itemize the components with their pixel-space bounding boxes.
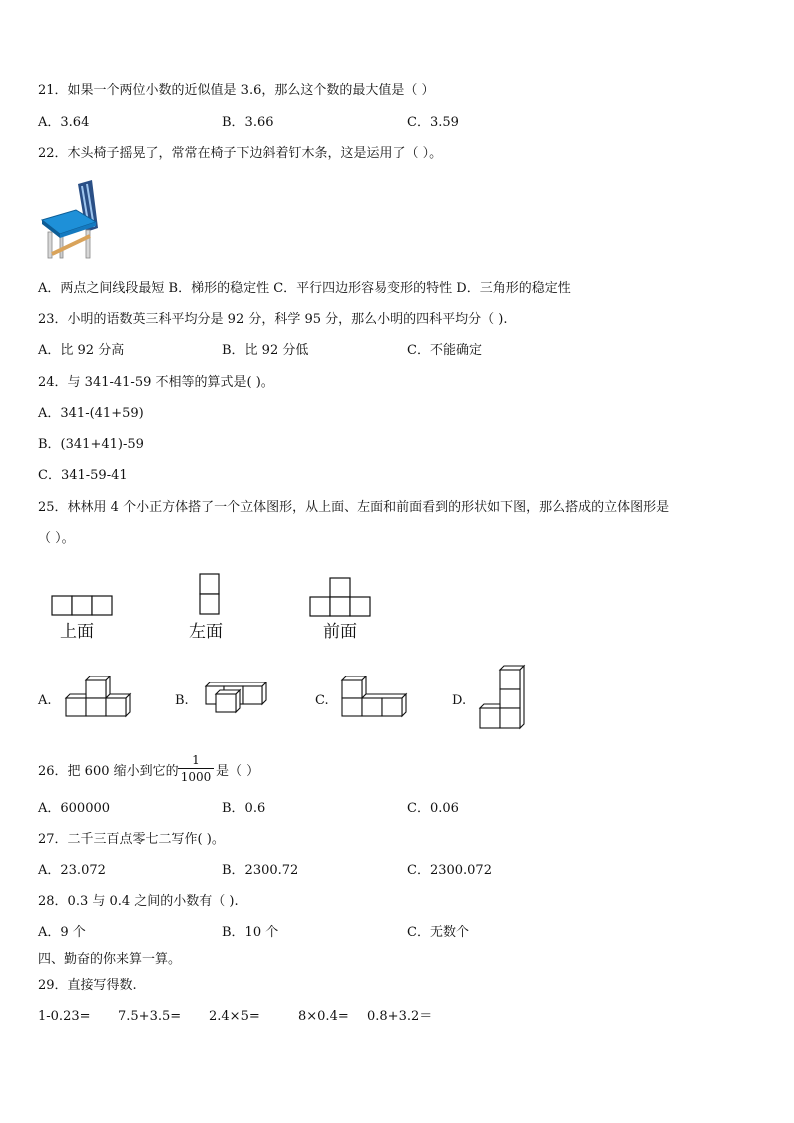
q29-item[interactable]: 2.4×5= [209, 1009, 260, 1024]
q21-option-c[interactable]: C．3.59 [407, 115, 459, 130]
q29-item[interactable]: 1-0.23= [38, 1009, 91, 1024]
q27-option-c[interactable]: C．2300.072 [407, 863, 492, 878]
section-4-heading: 四、勤奋的你来算一算。 [38, 952, 182, 967]
q23-option-a[interactable]: A．比 92 分高 [38, 343, 125, 358]
q25-option-d-solid[interactable] [478, 664, 528, 732]
q25-option-a-solid[interactable] [64, 676, 136, 722]
q21-stem: 21．如果一个两位小数的近似值是 3.6，那么这个数的最大值是（ ） [38, 83, 435, 98]
view-label-front: 前面 [323, 622, 357, 642]
q21-option-a[interactable]: A．3.64 [38, 115, 90, 130]
q24-option-c[interactable]: C．341-59-41 [38, 468, 128, 483]
view-label-left: 左面 [189, 622, 223, 642]
top-view [52, 596, 112, 615]
q29-item[interactable]: 0.8+3.2＝ [367, 1009, 433, 1024]
q23-stem: 23．小明的语数英三科平均分是 92 分，科学 95 分，那么小明的四科平均分（ ). [38, 312, 508, 327]
q24-option-b[interactable]: B．(341+41)-59 [38, 437, 144, 452]
q29-item[interactable]: 8×0.4= [298, 1009, 349, 1024]
chair-image [40, 180, 104, 264]
q28-stem: 28．0.3 与 0.4 之间的小数有（ ). [38, 894, 239, 909]
q25-stem-cont: （ ）。 [38, 531, 75, 546]
q25-option-d-label[interactable]: D. [452, 693, 467, 708]
q25-stem: 25．林林用 4 个小正方体搭了一个立体图形，从上面、左面和前面看到的形状如下图，那么搭成的立体图形是 [38, 500, 670, 515]
q26-option-c[interactable]: C．0.06 [407, 801, 459, 816]
chair-leg [86, 230, 90, 258]
q29-item[interactable]: 7.5+3.5= [118, 1009, 182, 1024]
q22-options[interactable]: A．两点之间线段最短 B．梯形的稳定性 C．平行四边形容易变形的特性 D．三角形的稳定性 [38, 281, 571, 296]
left-view [200, 574, 219, 614]
diagonal-brace [52, 236, 90, 254]
q28-option-b[interactable]: B．10 个 [222, 925, 279, 940]
q26-stem-pre: 26．把 600 缩小到它的 [38, 764, 179, 779]
q27-stem: 27．二千三百点零七二写作( )。 [38, 832, 225, 847]
fraction-numerator: 1 [192, 753, 200, 767]
q24-option-a[interactable]: A．341-(41+59) [38, 406, 144, 421]
q28-option-a[interactable]: A．9 个 [38, 925, 86, 940]
q23-option-b[interactable]: B．比 92 分低 [222, 343, 309, 358]
q27-option-b[interactable]: B．2300.72 [222, 863, 299, 878]
chair-leg [48, 232, 52, 258]
q27-option-a[interactable]: A．23.072 [38, 863, 106, 878]
q25-option-c-label[interactable]: C. [315, 693, 329, 708]
q26-fraction [178, 753, 214, 784]
view-label-top: 上面 [60, 622, 94, 642]
q21-option-b[interactable]: B．3.66 [222, 115, 274, 130]
q25-option-a-label[interactable]: A. [38, 693, 52, 708]
q26-option-a[interactable]: A．600000 [38, 801, 111, 816]
q25-option-c-solid[interactable] [340, 676, 412, 722]
q25-option-b-label[interactable]: B. [175, 693, 189, 708]
q23-option-c[interactable]: C．不能确定 [407, 343, 482, 358]
q22-stem: 22．木头椅子摇晃了，常常在椅子下边斜着钉木条，这是运用了（ ）。 [38, 146, 443, 161]
q24-stem: 24．与 341-41-59 不相等的算式是( )。 [38, 375, 274, 390]
q26-option-b[interactable]: B．0.6 [222, 801, 266, 816]
q26-stem-post: 是（ ） [216, 764, 260, 779]
front-view [310, 578, 370, 616]
fraction-denominator: 1000 [180, 770, 212, 784]
q29-stem: 29．直接写得数. [38, 978, 137, 993]
q28-option-c[interactable]: C．无数个 [407, 925, 469, 940]
q25-option-b-solid[interactable] [200, 682, 272, 718]
